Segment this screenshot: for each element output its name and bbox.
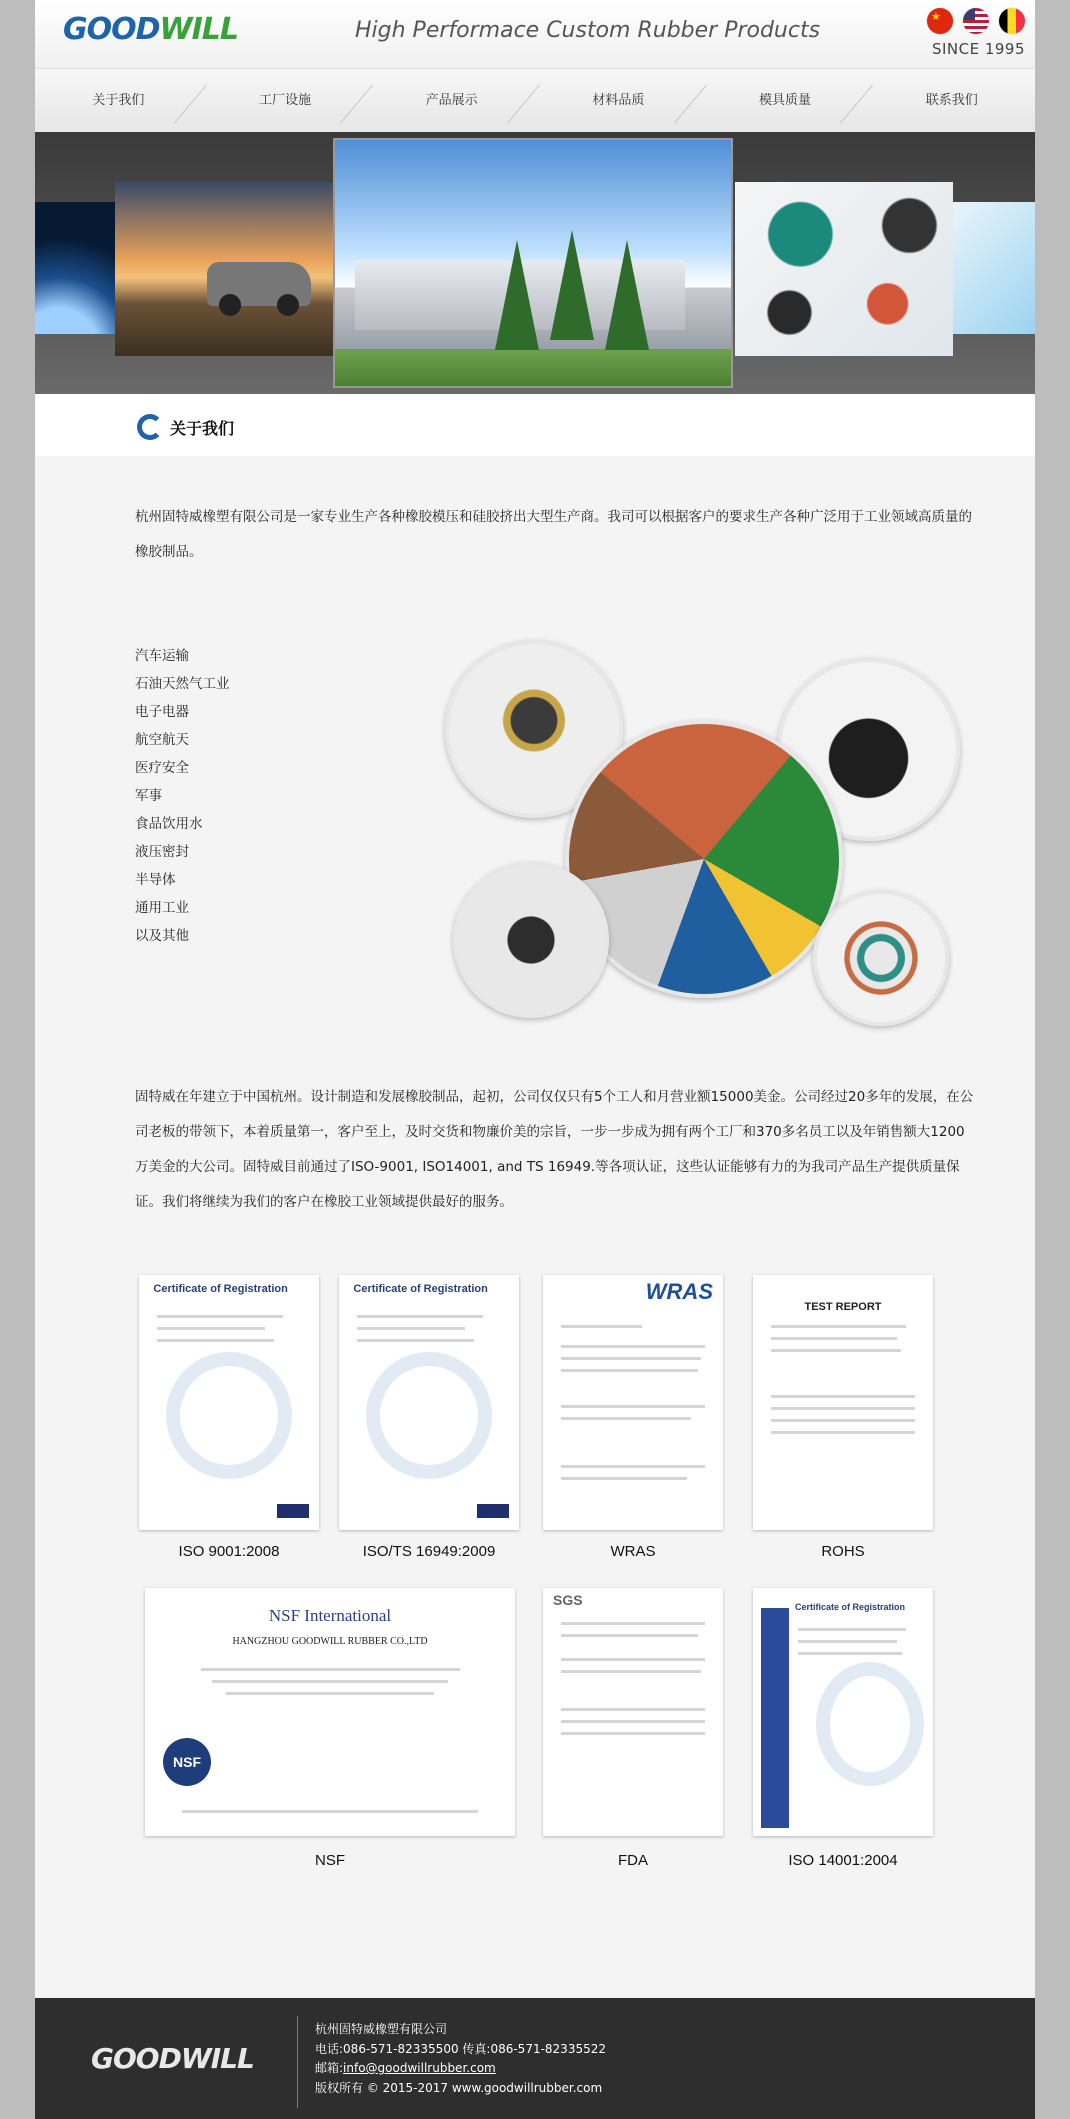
certificate-caption: ISO/TS 16949:2009 — [362, 1543, 496, 1560]
certificate-image[interactable] — [339, 1275, 519, 1530]
list-item: 电子电器 — [135, 704, 189, 720]
goodwill-logo[interactable] — [63, 12, 238, 47]
text-line — [771, 1431, 915, 1434]
footer-email-row — [315, 2059, 606, 2079]
banner-slide-medical[interactable] — [953, 202, 1035, 334]
list-item: 汽车运输 — [135, 648, 189, 664]
product-image-o-rings — [813, 890, 949, 1026]
footer-email-label: 邮箱: — [315, 2061, 344, 2075]
footer-divider — [297, 2016, 298, 2108]
certificate-caption: FDA — [618, 1852, 648, 1869]
page — [35, 0, 1035, 2119]
tree-shape — [605, 240, 649, 350]
bsi-seal-icon — [277, 1504, 309, 1518]
text-line — [561, 1345, 705, 1348]
banner-slide-factory[interactable] — [333, 138, 733, 388]
logo-good-text: GOOD — [63, 12, 160, 47]
watermark-shape — [166, 1352, 292, 1480]
certificate-caption: WRAS — [610, 1543, 656, 1560]
footer-copyright: 版权所有 © 2015-2017 www.goodwillrubber.com — [315, 2080, 603, 2095]
text-line — [357, 1339, 474, 1342]
footer-phone-fax: 电话:086-571-82335500 传真:086-571-82335522 — [315, 2041, 606, 2056]
text-line — [561, 1477, 687, 1480]
watermark-shape — [816, 1662, 924, 1786]
car-shape — [207, 262, 311, 306]
banner-slide-earth[interactable] — [35, 202, 115, 334]
text-line — [561, 1405, 705, 1408]
text-line — [771, 1407, 915, 1410]
nav-contact[interactable]: 联系我们 — [868, 69, 1035, 133]
text-line — [561, 1357, 701, 1360]
nsf-company: HANGZHOU GOODWILL RUBBER CO.,LTD — [232, 1636, 428, 1647]
footer-email-link[interactable]: info@goodwillrubber.com — [343, 2061, 496, 2075]
product-image-collage — [415, 630, 975, 1020]
text-line — [771, 1325, 906, 1328]
certificate-heading: Certificate of Registration — [153, 1283, 288, 1295]
text-line — [561, 1670, 701, 1673]
text-line — [157, 1315, 283, 1318]
text-line — [561, 1720, 705, 1723]
wras-logo: WRAS — [645, 1279, 713, 1304]
list-item: 半导体 — [135, 872, 176, 888]
certificate-image[interactable] — [139, 1275, 319, 1530]
text-line — [561, 1622, 705, 1625]
text-line — [201, 1668, 460, 1671]
industry-list — [135, 642, 230, 950]
text-line — [561, 1325, 642, 1328]
certificate-caption: NSF — [315, 1852, 345, 1869]
tree-shape — [495, 240, 539, 350]
usa-flag-icon[interactable] — [963, 8, 989, 34]
list-item: 液压密封 — [135, 844, 189, 860]
certificate-band — [761, 1608, 789, 1828]
text-line — [357, 1327, 465, 1330]
text-line — [226, 1692, 433, 1695]
certificate-image[interactable] — [753, 1588, 933, 1836]
intro-paragraph: 杭州固特威橡塑有限公司是一家专业生产各种橡胶模压和硅胶挤出大型生产商。我司可以根据客户的要求生产各种广泛用于工业领域高质量的橡胶制品。 — [135, 509, 972, 560]
certificate-image[interactable] — [145, 1588, 515, 1836]
main-nav — [35, 68, 1035, 134]
sgs-logo: SGS — [553, 1592, 583, 1608]
list-item: 医疗安全 — [135, 760, 189, 776]
text-line — [182, 1810, 478, 1813]
text-line — [357, 1315, 483, 1318]
text-line — [798, 1628, 906, 1631]
list-item: 军事 — [135, 788, 162, 804]
nav-factory[interactable]: 工厂设施 — [202, 69, 369, 133]
footer — [35, 1998, 1035, 2119]
tagline: High Performace Custom Rubber Products — [355, 18, 821, 43]
nsf-title: NSF International — [268, 1606, 392, 1625]
logo-will-text: WILL — [159, 12, 239, 47]
goodwill-g-icon — [137, 414, 163, 440]
since-label: SINCE 1995 — [931, 40, 1025, 58]
text-line — [771, 1337, 897, 1340]
list-item: 航空航天 — [135, 732, 189, 748]
banner-carousel[interactable] — [35, 132, 1035, 394]
text-line — [212, 1680, 449, 1683]
section-title: 关于我们 — [170, 419, 235, 438]
nav-molds[interactable]: 模具质量 — [702, 69, 869, 133]
text-line — [771, 1349, 901, 1352]
nav-products[interactable]: 产品展示 — [368, 69, 535, 133]
list-item: 石油天然气工业 — [135, 676, 230, 692]
text-line — [798, 1640, 897, 1643]
watermark-shape — [366, 1352, 492, 1480]
list-item: 以及其他 — [135, 928, 189, 944]
tree-shape — [550, 230, 594, 340]
product-image-molded-parts — [453, 862, 609, 1018]
certificate-heading: Certificate of Registration — [353, 1283, 488, 1295]
nsf-logo-icon: NSF — [163, 1738, 211, 1786]
certificate-caption: ROHS — [821, 1543, 865, 1560]
language-flags — [927, 8, 1025, 34]
text-line — [561, 1732, 705, 1735]
text-line — [561, 1708, 705, 1711]
belgium-flag-icon[interactable] — [999, 8, 1025, 34]
certificate-heading: TEST REPORT — [804, 1301, 882, 1313]
footer-contact — [315, 2020, 606, 2098]
text-line — [561, 1634, 698, 1637]
footer-logo[interactable]: GOODWILL — [91, 2042, 254, 2075]
list-item: 食品饮用水 — [135, 816, 203, 832]
header — [35, 0, 1035, 68]
text-line — [771, 1419, 915, 1422]
text-line — [561, 1465, 705, 1468]
certificate-image[interactable] — [543, 1275, 723, 1530]
certificate-heading: Certificate of Registration — [795, 1602, 906, 1612]
banner-slide-parts[interactable] — [735, 182, 953, 356]
text-line — [561, 1369, 698, 1372]
list-item: 通用工业 — [135, 900, 189, 916]
certificate-caption: ISO 9001:2008 — [178, 1543, 280, 1560]
text-line — [157, 1339, 274, 1342]
text-line — [771, 1395, 915, 1398]
nav-materials[interactable]: 材料品质 — [535, 69, 702, 133]
nav-about[interactable]: 关于我们 — [92, 93, 145, 108]
bsi-seal-icon — [477, 1504, 509, 1518]
text-line — [561, 1658, 705, 1661]
text-line — [561, 1417, 691, 1420]
text-line — [157, 1327, 265, 1330]
text-line — [798, 1652, 902, 1655]
certificate-image[interactable] — [753, 1275, 933, 1530]
certificate-caption: ISO 14001:2004 — [788, 1852, 898, 1869]
history-paragraph: 固特威在年建立于中国杭州。设计制造和发展橡胶制品，起初，公司仅仅只有5个工人和月营业额15000美金。公司经过20多年的发展，在公司老板的带领下，本着质量第一，客户至上，及时交货和物廉价美的宗旨，一步一步成为拥有两个工厂和370多名员工以及年销售额大1200万美金的大公司。固特威目前通过了ISO-9001, ISO14001, and TS 16949.等各项认证，这些认证能够有力的为我司产品生产提供质量保证。我们将继续为我们的客户在橡胶工业领域提供最好的服务。 — [135, 1089, 974, 1210]
banner-slide-car[interactable] — [115, 182, 333, 356]
certificate-image[interactable] — [543, 1588, 723, 1836]
china-flag-icon[interactable] — [927, 8, 953, 34]
section-header — [35, 394, 1035, 456]
footer-company: 杭州固特威橡塑有限公司 — [315, 2022, 448, 2036]
